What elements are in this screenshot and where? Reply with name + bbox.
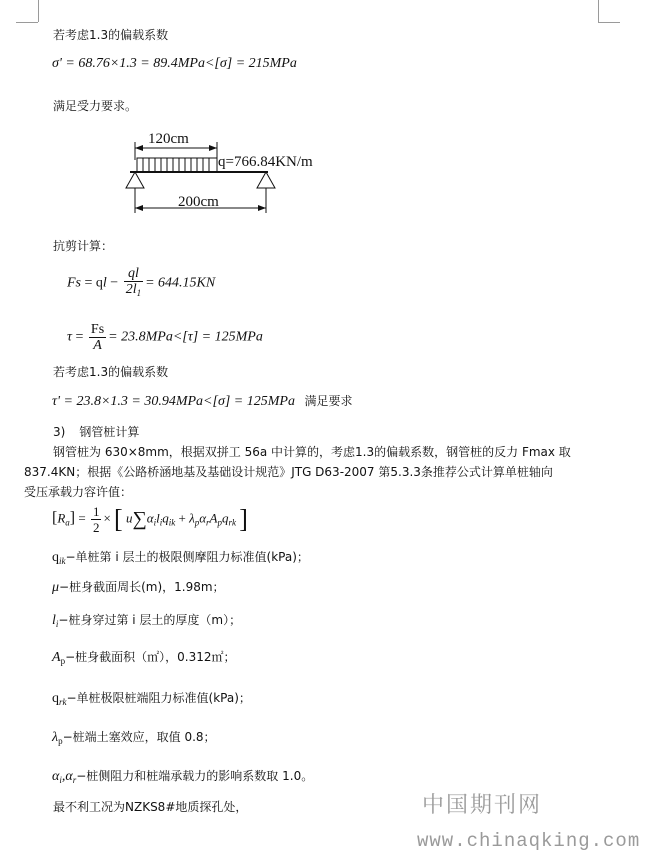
definition-mu: μ−桩身截面周长(m)，1.98m；: [52, 580, 225, 595]
crop-mark-top-right-h: [598, 22, 620, 23]
definition-lambda: $\lambda_p-$桩端土塞效应，取值 0.8；: [52, 730, 216, 746]
watermark-url: www.chinaqking.com: [417, 830, 641, 852]
paragraph-line: 837.4KN；根据《公路桥涵地基及基础设计规范》JTG D63-2007 第5.3.3条推荐公式计算单桩轴向: [24, 465, 553, 479]
crop-mark-top-left-v: [38, 0, 39, 22]
text-line: 最不利工况为NZKS8#地质探孔处，: [53, 800, 248, 814]
definition-qrk: $q_{rk}-$单桩极限桩端阻力标准值(kPa)；: [52, 691, 251, 707]
dim-label: 200cm: [178, 194, 219, 210]
support-left: [126, 172, 144, 188]
definition-ap: $A_p-$桩身截面积（㎡），0.312㎡；: [52, 650, 236, 666]
bearing-capacity-formula: $[R_a]$ = $\frac{1}{2}$ × [ $u\sum\alpha_il_iq_{ik} + \lambda_p\alpha_rA_pq_{rk}$ ]: [52, 504, 248, 535]
arrow: [135, 145, 143, 151]
paragraph-line: 钢管桩为 630×8mm，根据双拼工 56a 中计算的，考虑1.3的偏载系数，钢管桩的反力 Fmax 取: [53, 445, 571, 459]
arrow: [209, 145, 217, 151]
text-line: 若考虑1.3的偏载系数: [53, 365, 169, 379]
stress-equation: σ' = 68.76×1.3 = 89.4MPa<[σ] = 215MPa: [52, 56, 297, 71]
text-line: 抗剪计算：: [53, 239, 114, 253]
paragraph-line: 受压承载力容许值：: [24, 485, 133, 499]
support-right: [257, 172, 275, 188]
arrow: [135, 205, 143, 211]
text-line: 若考虑1.3的偏载系数: [53, 28, 169, 42]
shear-stress-check: τ' = 23.8×1.3 = 30.94MPa<[σ] = 125MPa 满足要求: [52, 394, 353, 409]
shear-force-equation: Fs = ql − $\frac{ql}{2l_1}$ = 644.15KN: [67, 266, 216, 298]
definition-qik: $q_{ik}-$单桩第 i 层土的极限侧摩阻力标准值(kPa)；: [52, 550, 309, 566]
section-heading: 3) 钢管桩计算: [53, 425, 140, 439]
load-label: q=766.84KN/m: [218, 154, 313, 170]
watermark-cn: 中国期刊网: [422, 793, 543, 818]
arrow: [258, 205, 266, 211]
dim-label: 120cm: [148, 131, 189, 147]
text-line: 满足受力要求。: [53, 99, 138, 113]
definition-li: $l_i-$桩身穿过第 i 层土的厚度（m）；: [52, 613, 242, 629]
definition-alpha: $\alpha_i,\alpha_r-$桩侧阻力和桩端承载力的影响系数取 1.0。: [52, 769, 314, 785]
load-hatch: [143, 158, 209, 172]
crop-mark-top-right-v: [598, 0, 599, 22]
shear-stress-equation: τ = $\frac{Fs}{A}$ = 23.8MPa<[τ] = 125MPa: [67, 322, 263, 353]
beam-diagram: [118, 128, 358, 218]
crop-mark-top-left-h: [16, 22, 38, 23]
